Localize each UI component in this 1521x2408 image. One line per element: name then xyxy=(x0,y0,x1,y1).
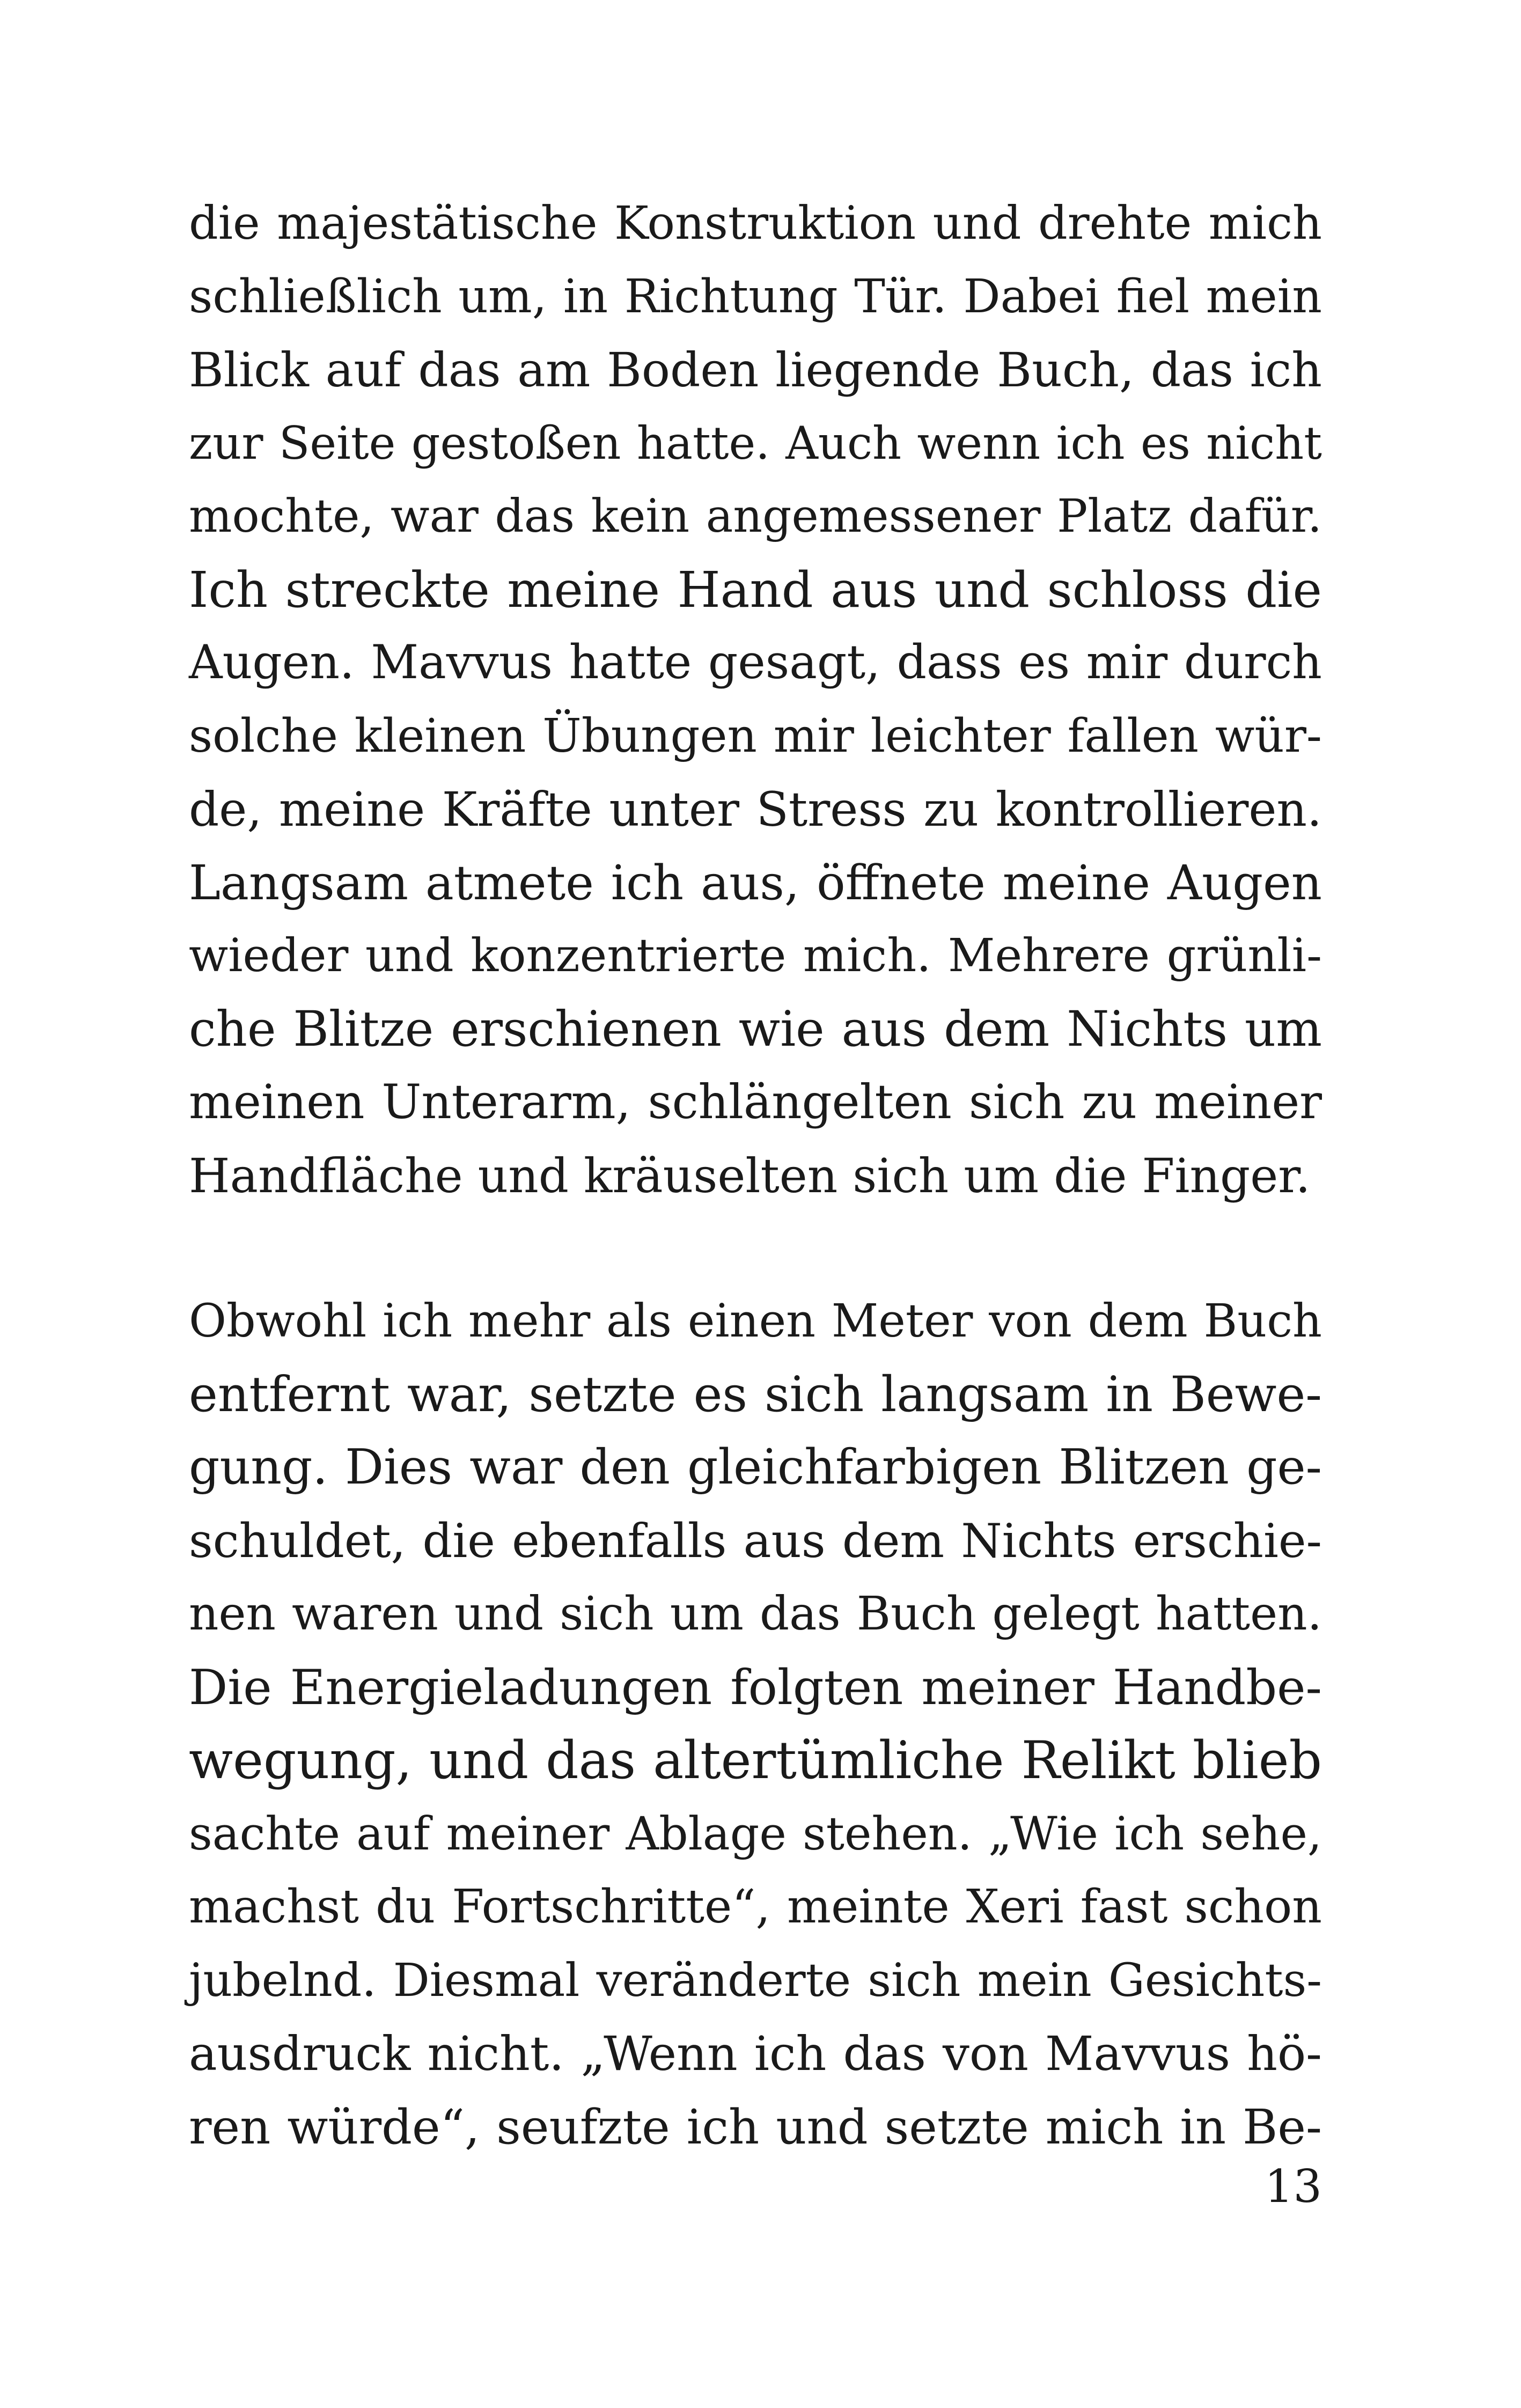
text-line: sachte auf meiner Ablage stehen. „Wie ich sehe, xyxy=(189,1807,1322,1861)
text-line: wieder und konzentrierte mich. Mehrere grünli- xyxy=(189,929,1322,982)
text-line: machst du Fortschritte“, meinte Xeri fast schon xyxy=(189,1880,1322,1934)
text-line: Langsam atmete ich aus, öffnete meine Augen xyxy=(189,854,1322,911)
text-line: wegung, und das altertümliche Relikt blieb xyxy=(189,1730,1322,1790)
text-line: entfernt war, setzte es sich langsam in Bewe- xyxy=(189,1366,1322,1423)
text-line: mochte, war das kein angemessener Platz dafür. xyxy=(189,490,1322,543)
text-line: che Blitze erschienen wie aus dem Nichts um xyxy=(189,1001,1322,1058)
text-line: schuldet, die ebenfalls aus dem Nichts erschie- xyxy=(189,1513,1322,1568)
text-line: Ich streckte meine Hand aus und schloss die xyxy=(189,561,1322,619)
text-line: Obwohl ich mehr als einen Meter von dem Buch xyxy=(189,1295,1322,1348)
text-line: de, meine Kräfte unter Stress zu kontrollieren. xyxy=(189,782,1322,837)
text-line: ren würde“, seufzte ich und setzte mich in Be- xyxy=(189,2098,1322,2155)
text-line: Augen. Mavvus hatte gesagt, dass es mir durch xyxy=(189,636,1322,689)
text-line: schließlich um, in Richtung Tür. Dabei fiel mein xyxy=(189,269,1322,324)
text-line: zur Seite gestoßen hatte. Auch wenn ich es nicht xyxy=(189,416,1322,469)
text-line: meinen Unterarm, schlängelten sich zu meiner xyxy=(189,1075,1322,1129)
text-line: Die Energieladungen folgten meiner Handbe- xyxy=(189,1659,1322,1716)
text-line: ausdruck nicht. „Wenn ich das von Mavvus hö- xyxy=(189,2026,1322,2081)
text-line: gung. Dies war den gleichfarbigen Blitzen ge- xyxy=(189,1440,1322,1495)
text-line: Handfläche und kräuselten sich um die Finger. xyxy=(189,1148,1311,1203)
text-line: solche kleinen Übungen mir leichter fallen wür- xyxy=(189,709,1322,763)
text-line: Blick auf das am Boden liegende Buch, das ich xyxy=(189,342,1322,398)
text-line: die majestätische Konstruktion und drehte mich xyxy=(189,197,1322,250)
page-number: 13 xyxy=(1265,2160,1322,2213)
text-line: jubelnd. Diesmal veränderte sich mein Gesichts- xyxy=(189,1954,1322,2007)
text-line: nen waren und sich um das Buch gelegt hatten. xyxy=(189,1587,1322,1641)
